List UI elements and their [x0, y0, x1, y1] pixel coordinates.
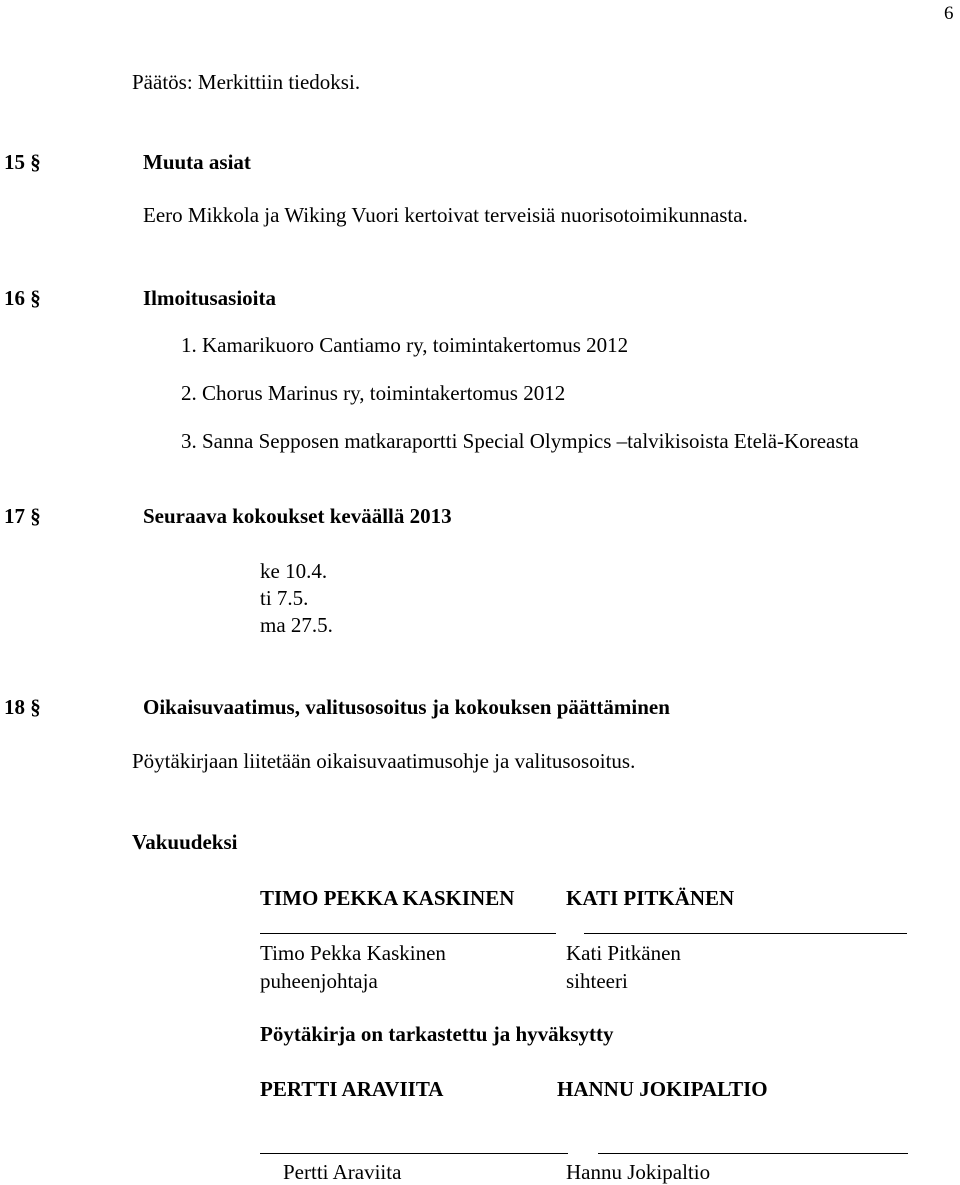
review-heading: Pöytäkirja on tarkastettu ja hyväksytty [260, 1022, 614, 1046]
meeting-date: ke 10.4. [260, 559, 328, 583]
secretary-role: sihteeri [566, 969, 628, 993]
section-17-title: Seuraava kokoukset keväällä 2013 [143, 504, 452, 528]
section-18-number: 18 § [4, 695, 41, 719]
reviewer-1-caps-name: PERTTI ARAVIITA [260, 1077, 444, 1101]
chair-name: Timo Pekka Kaskinen [260, 941, 446, 965]
section-15-title: Muuta asiat [143, 150, 251, 174]
reviewer-1-name: Pertti Araviita [283, 1160, 402, 1184]
reviewer-1-signature-line [260, 1153, 568, 1154]
notice-item: 1. Kamarikuoro Cantiamo ry, toimintakertomus 2012 [181, 333, 629, 357]
meeting-date: ma 27.5. [260, 613, 333, 637]
notice-item: 3. Sanna Sepposen matkaraportti Special Olympics –talvikisoista Etelä-Koreasta [181, 429, 859, 453]
reviewer-2-caps-name: HANNU JOKIPALTIO [557, 1077, 768, 1101]
page-number: 6 [944, 3, 954, 24]
notice-item: 2. Chorus Marinus ry, toimintakertomus 2012 [181, 381, 566, 405]
section-18-title: Oikaisuvaatimus, valitusosoitus ja kokouksen päättäminen [143, 695, 670, 719]
section-16-title: Ilmoitusasioita [143, 286, 277, 310]
secretary-caps-name: KATI PITKÄNEN [566, 886, 735, 910]
certification-heading: Vakuudeksi [132, 830, 238, 854]
reviewer-2-signature-line [598, 1153, 908, 1154]
section-18-body: Pöytäkirjaan liitetään oikaisuvaatimusohje ja valitusosoitus. [132, 749, 636, 773]
decision-text: Päätös: Merkittiin tiedoksi. [132, 70, 361, 94]
chair-signature-line [260, 933, 556, 934]
section-15-body: Eero Mikkola ja Wiking Vuori kertoivat terveisiä nuorisotoimikunnasta. [143, 203, 748, 227]
secretary-name: Kati Pitkänen [566, 941, 681, 965]
meeting-date: ti 7.5. [260, 586, 309, 610]
section-17-number: 17 § [4, 504, 41, 528]
chair-role: puheenjohtaja [260, 969, 378, 993]
secretary-signature-line [584, 933, 907, 934]
chair-caps-name: TIMO PEKKA KASKINEN [260, 886, 515, 910]
reviewer-2-name: Hannu Jokipaltio [566, 1160, 711, 1184]
section-16-number: 16 § [4, 286, 41, 310]
section-15-number: 15 § [4, 150, 41, 174]
